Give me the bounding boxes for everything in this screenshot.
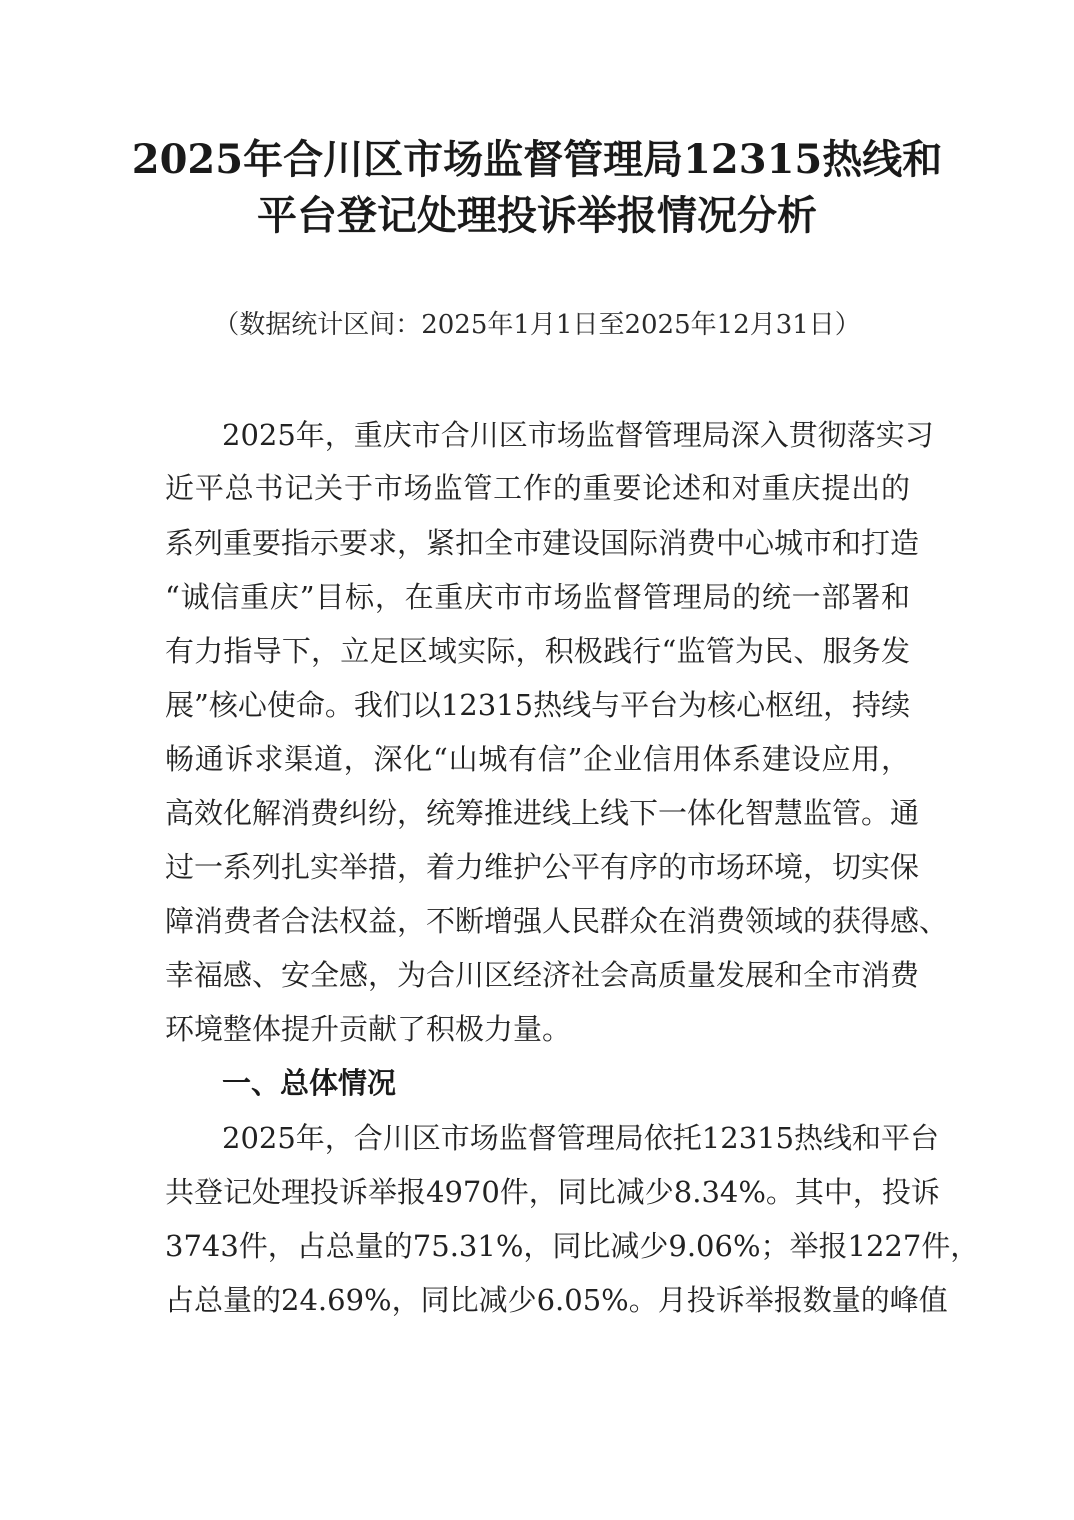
statistics-period: （数据统计区间：2025年1月1日至2025年12月31日） xyxy=(213,310,861,340)
intro-paragraph-line: 展”核心使命。我们以12315热线与平台为核心枢纽，持续 xyxy=(165,688,911,722)
intro-paragraph-line: 高效化解消费纠纷，统筹推进线上线下一体化智慧监管。通 xyxy=(165,796,920,830)
intro-paragraph-line: “诚信重庆”目标，在重庆市市场监督管理局的统一部署和 xyxy=(165,580,910,614)
intro-paragraph-line: 2025年，重庆市合川区市场监督管理局深入贯彻落实习 xyxy=(222,418,934,452)
document-title-line-1: 2025年合川区市场监督管理局12315热线和 xyxy=(131,136,943,183)
section-paragraph-line: 3743件，占总量的75.31%，同比减少9.06%；举报1227件， xyxy=(165,1229,980,1263)
document-title-line-2: 平台登记处理投诉举报情况分析 xyxy=(257,192,817,239)
intro-paragraph-line: 系列重要指示要求，紧扣全市建设国际消费中心城市和打造 xyxy=(165,526,920,560)
intro-paragraph-line: 幸福感、安全感，为合川区经济社会高质量发展和全市消费 xyxy=(165,958,920,992)
intro-paragraph-line: 障消费者合法权益，不断增强人民群众在消费领域的获得感、 xyxy=(165,904,949,938)
intro-paragraph-line: 有力指导下，立足区域实际，积极践行“监管为民、服务发 xyxy=(165,634,910,668)
intro-paragraph-line: 近平总书记关于市场监管工作的重要论述和对重庆提出的 xyxy=(165,471,910,505)
section-heading: 一、总体情况 xyxy=(222,1066,397,1100)
intro-paragraph-line: 畅通诉求渠道，深化“山城有信”企业信用体系建设应用， xyxy=(165,742,910,776)
section-paragraph-line: 共登记处理投诉举报4970件，同比减少8.34%。其中，投诉 xyxy=(165,1175,940,1209)
intro-paragraph-line: 过一系列扎实举措，着力维护公平有序的市场环境，切实保 xyxy=(165,850,920,884)
section-paragraph-line: 2025年，合川区市场监督管理局依托12315热线和平台 xyxy=(222,1121,940,1155)
section-paragraph-line: 占总量的24.69%，同比减少6.05%。月投诉举报数量的峰值 xyxy=(165,1283,948,1317)
intro-paragraph-line: 环境整体提升贡献了积极力量。 xyxy=(165,1012,572,1046)
